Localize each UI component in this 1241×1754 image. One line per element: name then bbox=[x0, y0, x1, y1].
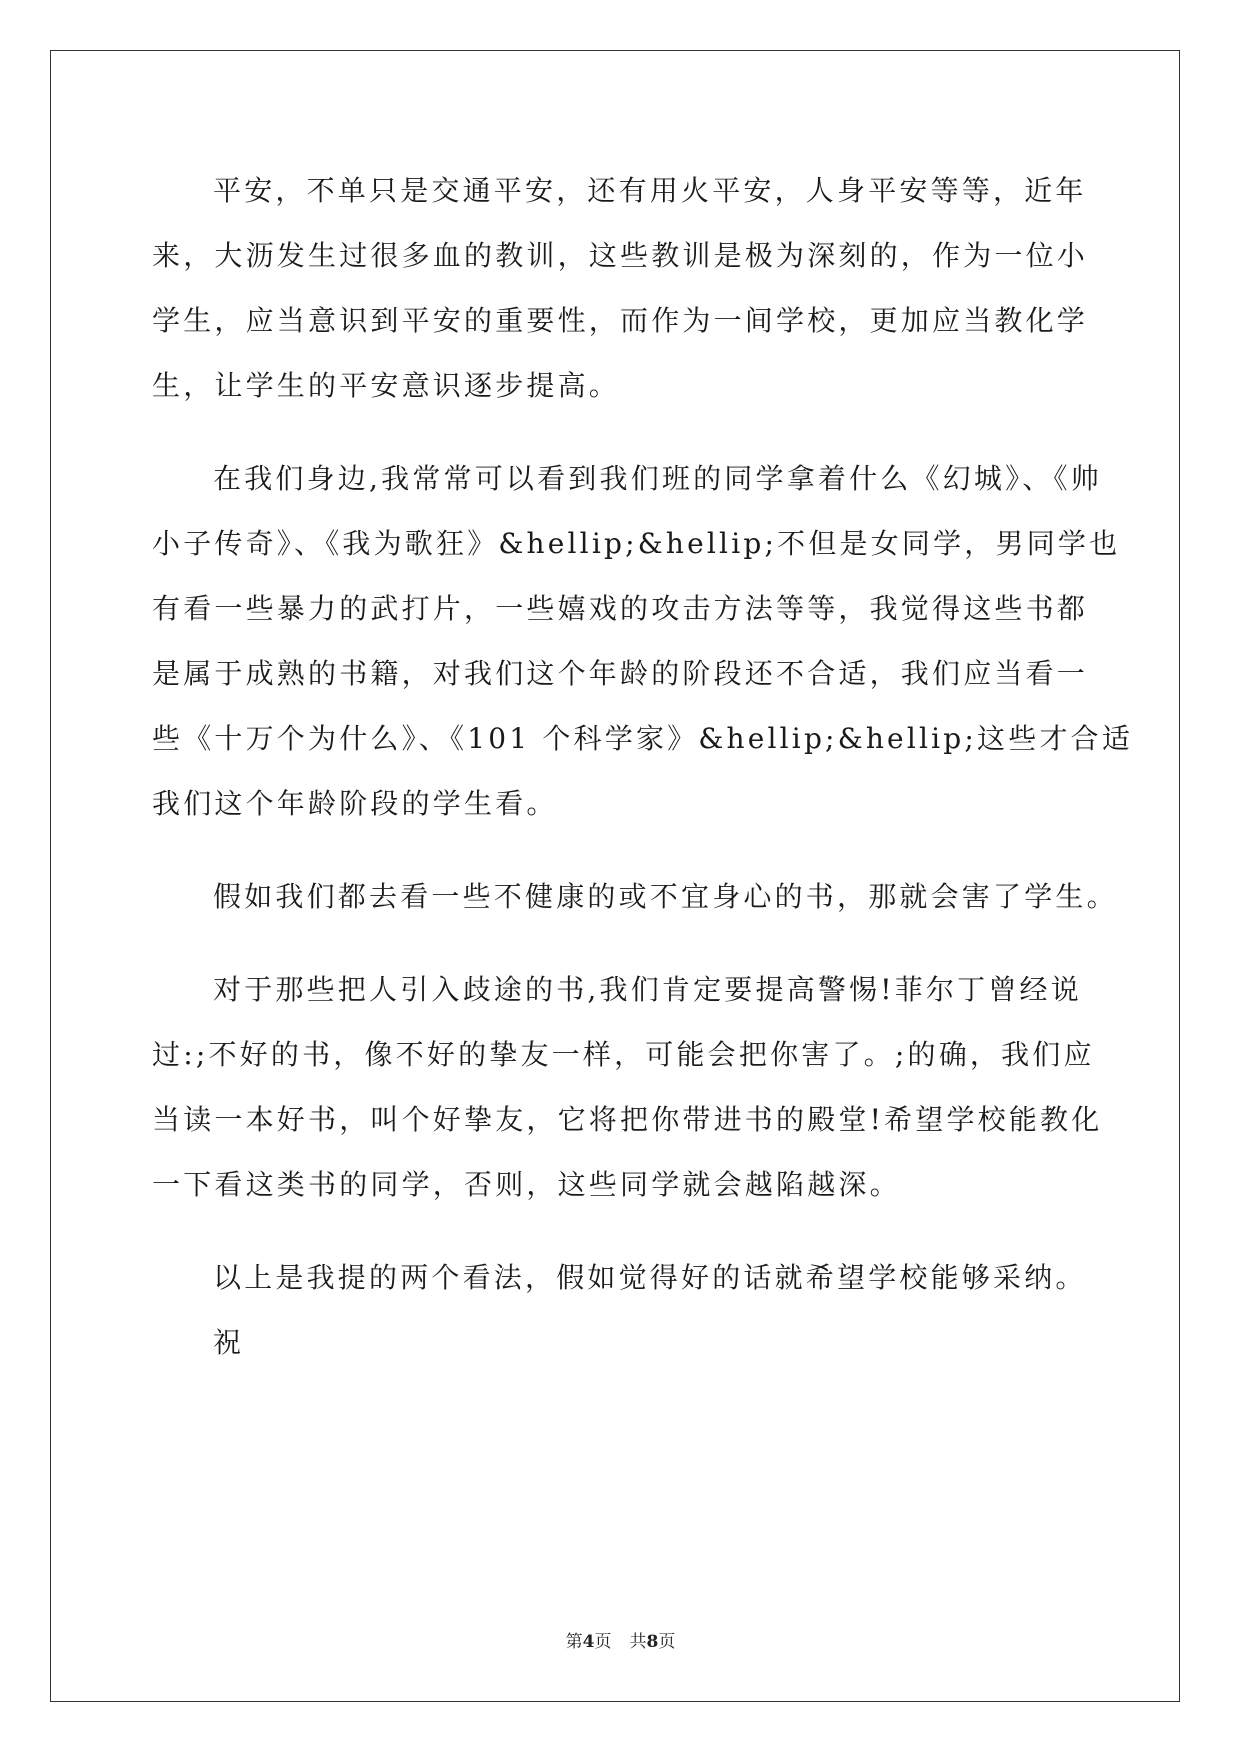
text-line: 对于那些把人引入歧途的书,我们肯定要提高警惕!菲尔丁曾经说 bbox=[213, 973, 1082, 1006]
total-suffix: 页 bbox=[658, 1632, 676, 1652]
text-line: 当读一本好书，叫个好挚友，它将把你带进书的殿堂!希望学校能教化 bbox=[152, 1103, 1103, 1136]
paragraph-conclusion bbox=[152, 1245, 1092, 1310]
paragraph-fielding-quote bbox=[152, 957, 1103, 1217]
closing-salutation: 祝 bbox=[213, 1326, 245, 1359]
page-prefix: 第 bbox=[565, 1632, 583, 1652]
page-footer bbox=[0, 1627, 1241, 1652]
text-line: 来，大沥发生过很多血的教训，这些教训是极为深刻的，作为一位小 bbox=[152, 239, 1089, 272]
text-line: 以上是我提的两个看法，假如觉得好的话就希望学校能够采纳。 bbox=[213, 1261, 1087, 1294]
paragraph-closing bbox=[152, 1310, 1092, 1375]
total-prefix: 共 bbox=[629, 1632, 647, 1652]
text-line: 在我们身边,我常常可以看到我们班的同学拿着什么《幻城》、《帅 bbox=[213, 462, 1102, 495]
text-line: 我们这个年龄阶段的学生看。 bbox=[152, 787, 558, 820]
text-line: 些《十万个为什么》、《101 个科学家》&hellip;&hellip;这些才合适 bbox=[152, 722, 1134, 755]
paragraph-unhealthy-books bbox=[152, 864, 1118, 929]
text-line: 有看一些暴力的武打片，一些嬉戏的攻击方法等等，我觉得这些书都 bbox=[152, 592, 1089, 625]
page-suffix: 页 bbox=[594, 1632, 612, 1652]
text-line: 假如我们都去看一些不健康的或不宜身心的书，那就会害了学生。 bbox=[213, 880, 1118, 913]
text-line: 平安，不单只是交通平安，还有用火平安，人身平安等等，近年 bbox=[213, 174, 1087, 207]
document-body bbox=[152, 158, 1134, 1375]
text-line: 过:;不好的书，像不好的挚友一样，可能会把你害了。;的确，我们应 bbox=[152, 1038, 1095, 1071]
text-line: 小子传奇》、《我为歌狂》&hellip;&hellip;不但是女同学，男同学也 bbox=[152, 527, 1121, 560]
text-line: 一下看这类书的同学，否则，这些同学就会越陷越深。 bbox=[152, 1168, 901, 1201]
paragraph-safety bbox=[152, 158, 1092, 418]
paragraph-books bbox=[152, 446, 1134, 836]
text-line: 是属于成熟的书籍，对我们这个年龄的阶段还不合适，我们应当看一 bbox=[152, 657, 1089, 690]
total-pages: 8 bbox=[646, 1632, 659, 1652]
text-line: 学生，应当意识到平安的重要性，而作为一间学校，更加应当教化学 bbox=[152, 304, 1089, 337]
page-number: 4 bbox=[582, 1632, 595, 1652]
text-line: 生，让学生的平安意识逐步提高。 bbox=[152, 369, 621, 402]
